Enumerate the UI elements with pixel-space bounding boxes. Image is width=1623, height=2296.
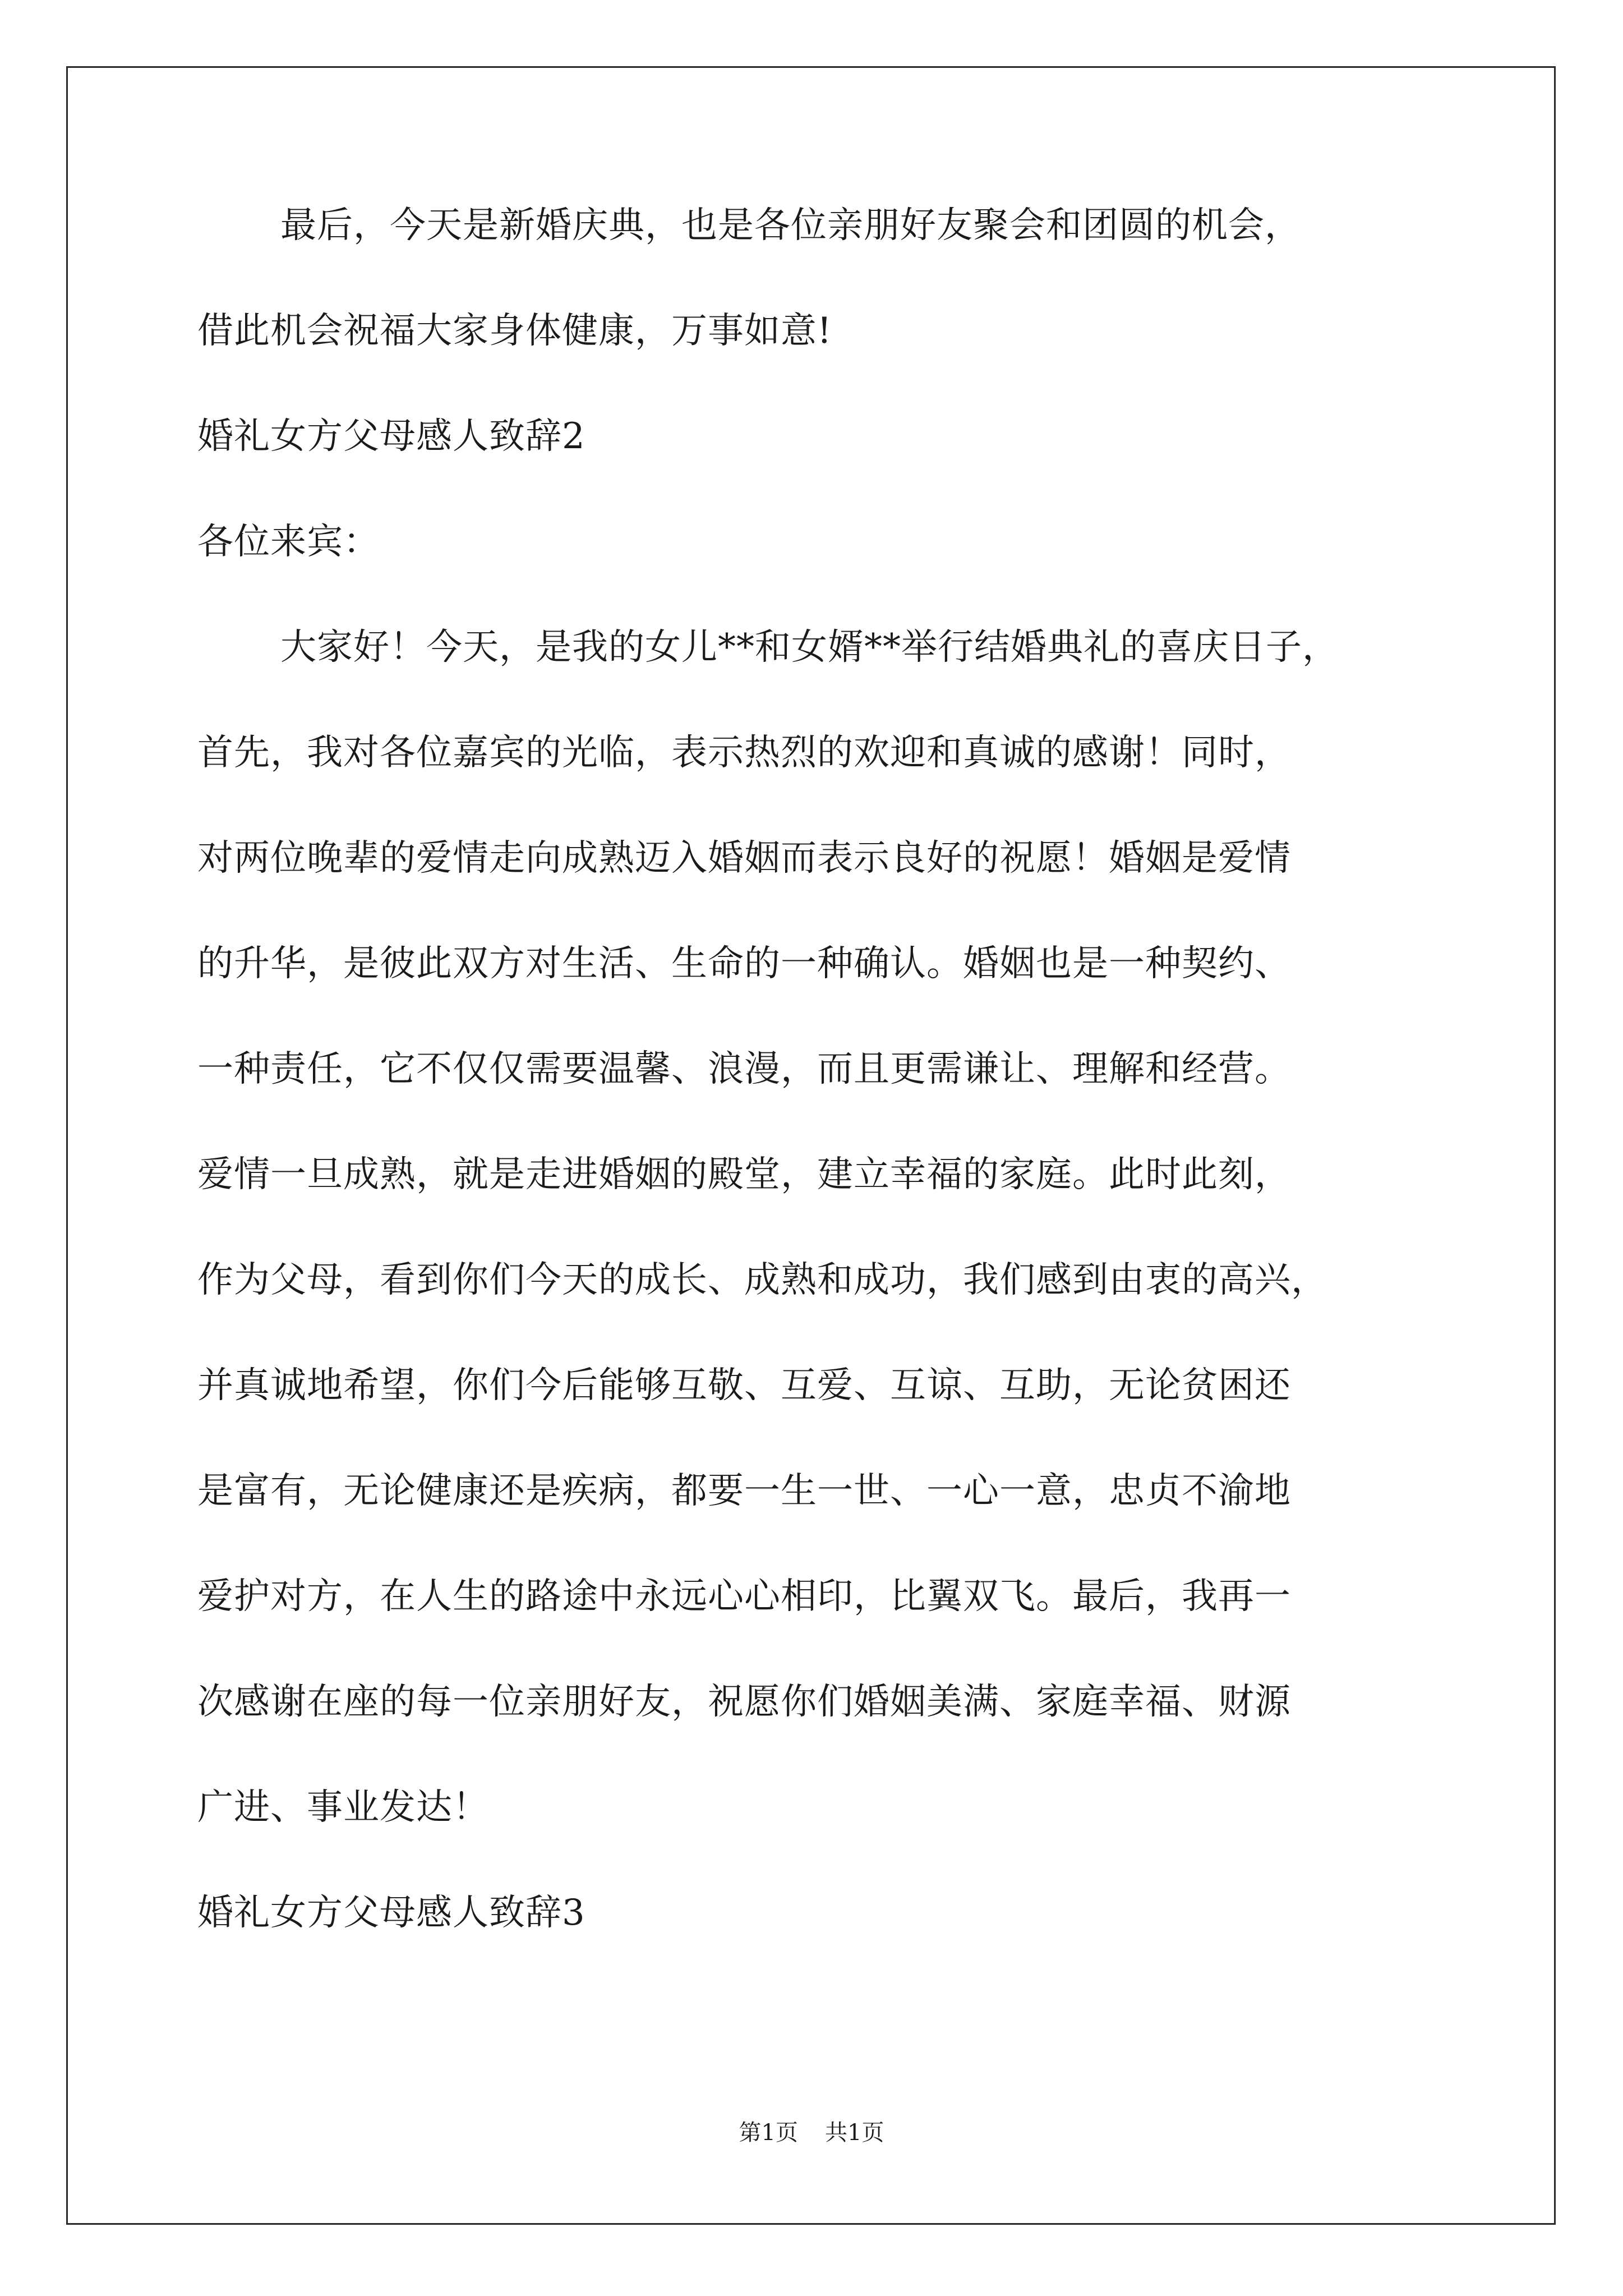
paragraph-line: 的升华，是彼此双方对生活、生命的一种确认。婚姻也是一种契约、: [197, 943, 1291, 984]
paragraph-line: 是富有，无论健康还是疾病，都要一生一世、一心一意，忠贞不渝地: [197, 1470, 1291, 1512]
salutation: 各位来宾：: [197, 521, 380, 563]
paragraph-line: 爱护对方，在人生的路途中永远心心相印，比翼双飞。最后，我再一: [197, 1576, 1291, 1617]
paragraph-line: 爱情一旦成熟，就是走进婚姻的殿堂，建立幸福的家庭。此时此刻，: [197, 1154, 1291, 1195]
page-number: 第1页: [739, 2120, 798, 2146]
page-total: 共1页: [825, 2120, 884, 2146]
paragraph-line: 最后，今天是新婚庆典，也是各位亲朋好友聚会和团圆的机会，: [280, 205, 1301, 246]
section-heading: 婚礼女方父母感人致辞3: [197, 1892, 585, 1934]
paragraph-line: 并真诚地希望，你们今后能够互敬、互爱、互谅、互助，无论贫困还: [197, 1365, 1291, 1406]
paragraph-line: 广进、事业发达！: [197, 1787, 489, 1828]
paragraph-line: 对两位晚辈的爱情走向成熟迈入婚姻而表示良好的祝愿！婚姻是爱情: [197, 838, 1291, 879]
paragraph-line: 作为父母，看到你们今天的成长、成熟和成功，我们感到由衷的高兴，: [197, 1259, 1327, 1301]
paragraph-line: 大家好！今天，是我的女儿**和女婿**举行结婚典礼的喜庆日子，: [280, 627, 1339, 668]
paragraph-line: 借此机会祝福大家身体健康，万事如意!: [197, 310, 832, 352]
paragraph-line: 一种责任，它不仅仅需要温馨、浪漫，而且更需谦让、理解和经营。: [197, 1048, 1291, 1090]
section-heading: 婚礼女方父母感人致辞2: [197, 416, 585, 457]
page-footer: [0, 2119, 1623, 2146]
paragraph-line: 首先，我对各位嘉宾的光临，表示热烈的欢迎和真诚的感谢！同时，: [197, 732, 1291, 774]
document-body: [197, 205, 1426, 2000]
paragraph-line: 次感谢在座的每一位亲朋好友，祝愿你们婚姻美满、家庭幸福、财源: [197, 1681, 1291, 1723]
